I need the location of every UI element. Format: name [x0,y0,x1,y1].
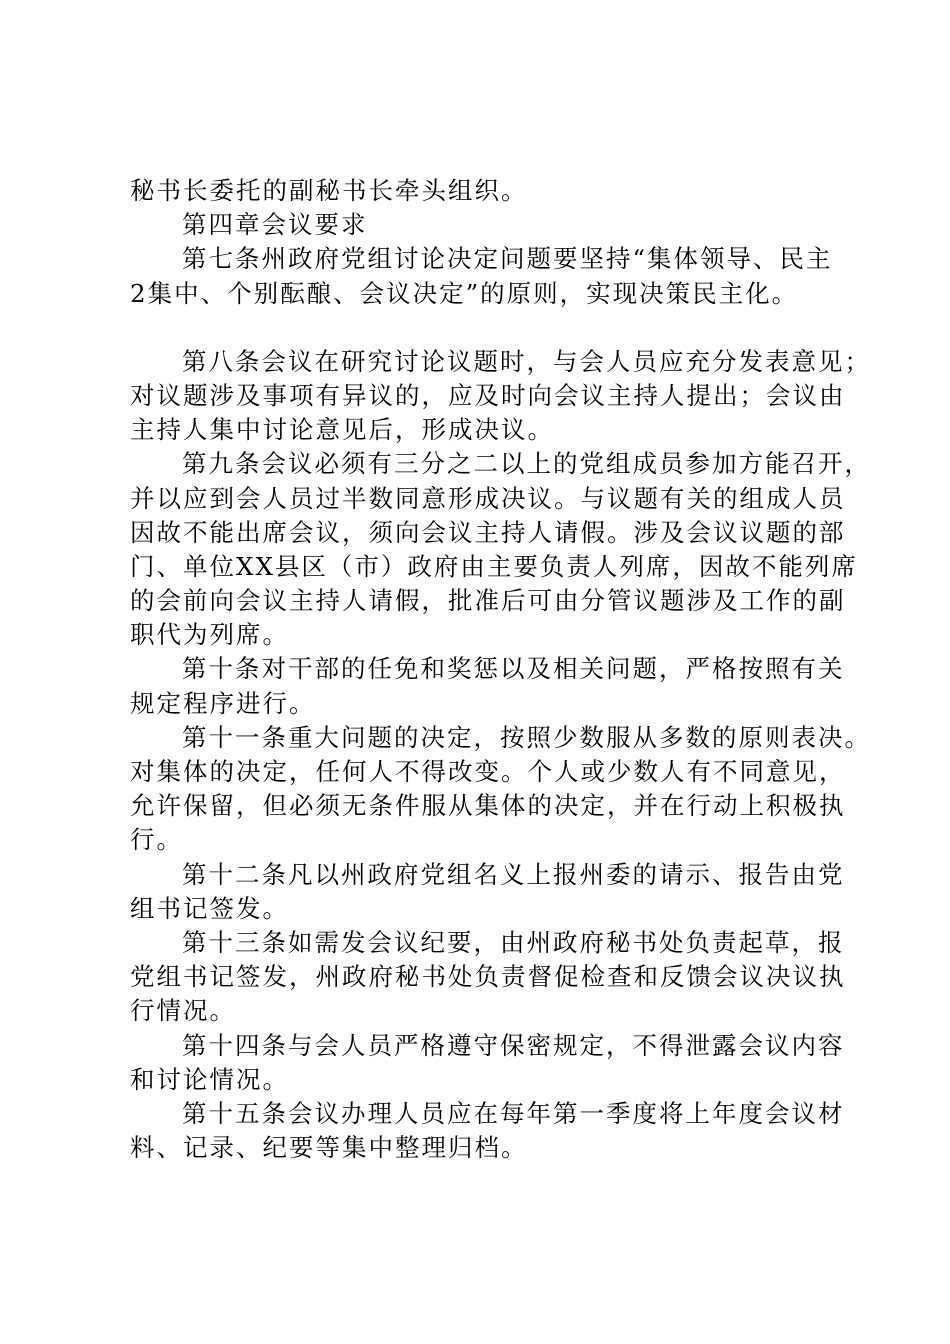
text-line: 允许保留，但必须无条件服从集体的决定，并在行动上积极执 [130,791,846,821]
text-line: 2集中、个别酝酿、会议决定”的原则，实现决策民主化。 [130,278,799,308]
paragraph [130,174,850,208]
paragraph [130,1097,850,1165]
text-line: 第七条州政府党组讨论决定问题要坚持“集体领导、民主 [182,244,833,274]
text-line: 第十四条与会人员严格遵守保密规定，不得泄露会议内容 [182,1030,845,1060]
paragraph [130,242,850,310]
paragraph [130,858,850,926]
paragraph [130,1029,850,1097]
text-line: 第十五条会议办理人员应在每年第一季度将上年度会议材 [182,1098,845,1128]
text-line: 行情况。 [130,996,236,1026]
document-body [130,174,871,1165]
text-line: 第十一条重大问题的决定，按照少数服从多数的原则表决。 [182,722,871,752]
text-line: 的会前向会议主持人请假，批准后可由分管议题涉及工作的副 [130,586,846,616]
text-line: 第九条会议必须有三分之二以上的党组成员参加方能召开， [182,449,871,479]
text-line: 第十三条如需发会议纪要，由州政府秘书处负责起草，报 [182,927,845,957]
text-line: 第八条会议在研究讨论议题时，与会人员应充分发表意见； [182,346,871,376]
paragraph [130,652,850,720]
text-line: 门、单位XX县区（市）政府由主要负责人列席，因故不能列席 [130,551,858,581]
text-line: 因故不能出席会议，须向会议主持人请假。涉及会议议题的部 [130,517,846,547]
text-line: 规定程序进行。 [130,688,316,718]
text-line: 秘书长委托的副秘书长牵头组织。 [130,176,528,205]
paragraph [130,208,850,242]
text-line: 对集体的决定，任何人不得改变。个人或少数人有不同意见， [130,757,846,786]
paragraph [130,926,850,1029]
text-line: 并以应到会人员过半数同意形成决议。与议题有关的组成人员 [130,483,846,513]
text-line: 对议题涉及事项有异议的，应及时向会议主持人提出；会议由 [130,380,846,410]
paragraph [130,721,871,858]
text-line: 职代为列席。 [130,620,289,650]
text-line: 料、记录、纪要等集中整理归档。 [130,1133,528,1163]
text-line: 组书记签发。 [130,893,289,923]
text-line: 党组书记签发，州政府秘书处负责督促检查和反馈会议决议执 [130,962,846,992]
text-line: 和讨论情况。 [130,1064,289,1094]
paragraph [130,447,871,652]
text-line: 第十条对干部的任免和奖惩以及相关问题，严格按照有关 [182,654,845,684]
text-line: 第四章会议要求 [182,210,368,240]
text-line: 第十二条凡以州政府党组名义上报州委的请示、报告由党 [182,859,845,889]
text-line: 主持人集中讨论意见后，形成决议。 [130,415,554,445]
paragraph [130,345,871,448]
text-line: 行。 [130,825,183,855]
